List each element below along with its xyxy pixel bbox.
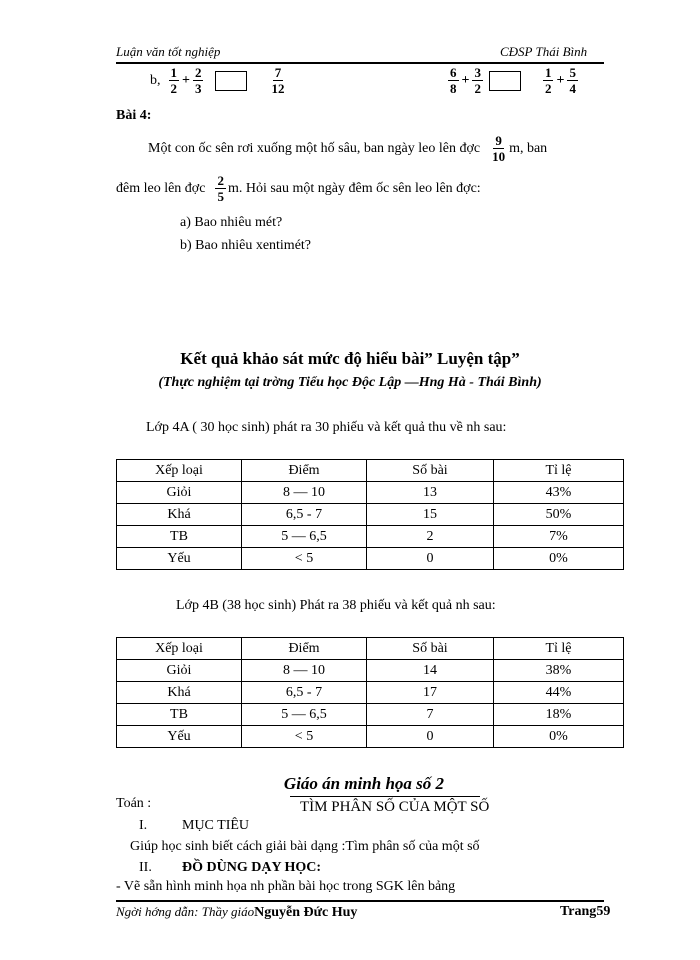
bai4-line1-tail: m, ban bbox=[509, 140, 548, 156]
bai4-line2-tail: m. Hỏi sau một ngày đêm ốc sên leo lên đợc: bbox=[227, 180, 481, 196]
col-header: Số bài bbox=[367, 460, 494, 482]
cell: 0% bbox=[494, 726, 624, 748]
cell: Yếu bbox=[117, 726, 242, 748]
cell: Yếu bbox=[117, 548, 242, 570]
cell: 8 — 10 bbox=[242, 482, 367, 504]
col-header: Xếp loại bbox=[117, 638, 242, 660]
section-2-text: - Vẽ sẵn hình minh họa nh phần bài học trong SGK lên bảng bbox=[116, 879, 456, 894]
cell: TB bbox=[117, 704, 242, 726]
footer-page bbox=[560, 904, 610, 920]
cell: 44% bbox=[494, 682, 624, 704]
table-row bbox=[117, 704, 624, 726]
cell: 14 bbox=[367, 660, 494, 682]
bai4-line1 bbox=[148, 134, 547, 163]
section-2-title: ĐỒ DÙNG DẠY HỌC: bbox=[182, 860, 322, 875]
fraction: $\frac{6}{8}$ bbox=[450, 65, 457, 96]
cell: 50% bbox=[494, 504, 624, 526]
footer-left bbox=[116, 904, 357, 921]
plus-sign: + bbox=[182, 72, 190, 88]
header-left: Luận văn tốt nghiệp bbox=[116, 44, 221, 59]
cell: Giỏi bbox=[117, 482, 242, 504]
lesson-topic: TÌM PHÂN SỐ CỦA MỘT SỐ bbox=[300, 799, 490, 815]
cell: 8 — 10 bbox=[242, 660, 367, 682]
table-row bbox=[117, 526, 624, 548]
fraction: $\frac{2}{5}$ bbox=[217, 173, 224, 204]
bai4-question-b: b) Bao nhiêu xentimét? bbox=[180, 238, 312, 253]
footer-advisor-name: Nguyễn Đức Huy bbox=[254, 905, 358, 920]
table-header-row bbox=[117, 460, 624, 482]
cell: 0 bbox=[367, 726, 494, 748]
cell: Khá bbox=[117, 504, 242, 526]
table-header-row bbox=[117, 638, 624, 660]
fraction: $\frac{2}{3}$ bbox=[194, 65, 202, 96]
page-label: Trang bbox=[560, 904, 597, 919]
class-b-intro: Lớp 4B (38 học sinh) Phát ra 38 phiếu và kết quả nh sau: bbox=[176, 598, 496, 613]
section-1-text: Giúp học sinh biết cách giải bài dạng :Tìm phân số của một số bbox=[130, 839, 480, 854]
fraction: $\frac{1}{2}$ bbox=[170, 65, 177, 96]
header-right: CĐSP Thái Bình bbox=[500, 44, 588, 59]
cell: 2 bbox=[367, 526, 494, 548]
bai4-title: Bài 4: bbox=[116, 108, 152, 123]
cell: 5 — 6,5 bbox=[242, 704, 367, 726]
exercise-b-label: b, bbox=[150, 72, 161, 88]
survey-subtitle: (Thực nghiệm tại trờng Tiểu học Độc Lập —Hng Hà - Thái Bình) bbox=[158, 375, 542, 390]
table-row bbox=[117, 482, 624, 504]
fraction: $\frac{5}{4}$ bbox=[569, 65, 576, 96]
table-row bbox=[117, 682, 624, 704]
cell: 43% bbox=[494, 482, 624, 504]
cell: 0% bbox=[494, 548, 624, 570]
bai4-line1-text: Một con ốc sên rơi xuống một hố sâu, ban ngày leo lên đợc bbox=[148, 140, 481, 156]
cell: 6,5 - 7 bbox=[242, 504, 367, 526]
col-header: Tỉ lệ bbox=[494, 638, 624, 660]
results-table-4a bbox=[116, 459, 624, 570]
footer-rule bbox=[116, 900, 604, 902]
cell: < 5 bbox=[242, 548, 367, 570]
section-1-number: I. bbox=[139, 818, 148, 833]
page-number: 59 bbox=[596, 904, 611, 919]
cell: < 5 bbox=[242, 726, 367, 748]
fraction: $\frac{9}{10}$ bbox=[492, 133, 506, 164]
lesson-subject: Toán : bbox=[116, 796, 152, 811]
plus-sign: + bbox=[461, 72, 470, 88]
lesson-title-underline bbox=[290, 796, 480, 797]
fraction: $\frac{1}{2}$ bbox=[544, 65, 552, 96]
cell: 13 bbox=[367, 482, 494, 504]
cell: 0 bbox=[367, 548, 494, 570]
cell: 38% bbox=[494, 660, 624, 682]
compare-box bbox=[489, 71, 521, 91]
header-rule bbox=[116, 62, 604, 64]
bai4-line2-text: đêm leo lên đợc bbox=[116, 180, 206, 196]
bai4-line2 bbox=[116, 174, 481, 203]
col-header: Số bài bbox=[367, 638, 494, 660]
fraction: $\frac{3}{2}$ bbox=[474, 65, 481, 96]
col-header: Xếp loại bbox=[117, 460, 242, 482]
col-header: Điểm bbox=[242, 460, 367, 482]
cell: 18% bbox=[494, 704, 624, 726]
lesson-title: Giáo án minh họa số 2 bbox=[283, 774, 445, 793]
cell: 7% bbox=[494, 526, 624, 548]
survey-title: Kết quả khảo sát mức độ hiểu bài” Luyện tập” bbox=[180, 349, 520, 368]
cell: 15 bbox=[367, 504, 494, 526]
exercise-b-right bbox=[446, 66, 580, 95]
cell: 6,5 - 7 bbox=[242, 682, 367, 704]
section-2-number: II. bbox=[139, 860, 152, 875]
plus-sign: + bbox=[556, 72, 565, 88]
class-a-intro: Lớp 4A ( 30 học sinh) phát ra 30 phiếu và kết quả thu về nh sau: bbox=[146, 420, 507, 435]
cell: 7 bbox=[367, 704, 494, 726]
section-1-title: MỤC TIÊU bbox=[182, 818, 250, 833]
table-row bbox=[117, 660, 624, 682]
results-table-4b bbox=[116, 637, 624, 748]
compare-box bbox=[215, 71, 247, 91]
col-header: Tỉ lệ bbox=[494, 460, 624, 482]
table-row bbox=[117, 548, 624, 570]
cell: TB bbox=[117, 526, 242, 548]
cell: Giỏi bbox=[117, 660, 242, 682]
fraction: $\frac{7}{12}$ bbox=[271, 65, 285, 96]
cell: 17 bbox=[367, 682, 494, 704]
cell: 5 — 6,5 bbox=[242, 526, 367, 548]
col-header: Điểm bbox=[242, 638, 367, 660]
footer-advisor-label: Ngời hớng dẫn: Thầy giáo bbox=[116, 904, 255, 919]
table-row bbox=[117, 504, 624, 526]
bai4-question-a: a) Bao nhiêu mét? bbox=[180, 215, 283, 230]
cell: Khá bbox=[117, 682, 242, 704]
table-row bbox=[117, 726, 624, 748]
exercise-b-left bbox=[150, 66, 288, 95]
